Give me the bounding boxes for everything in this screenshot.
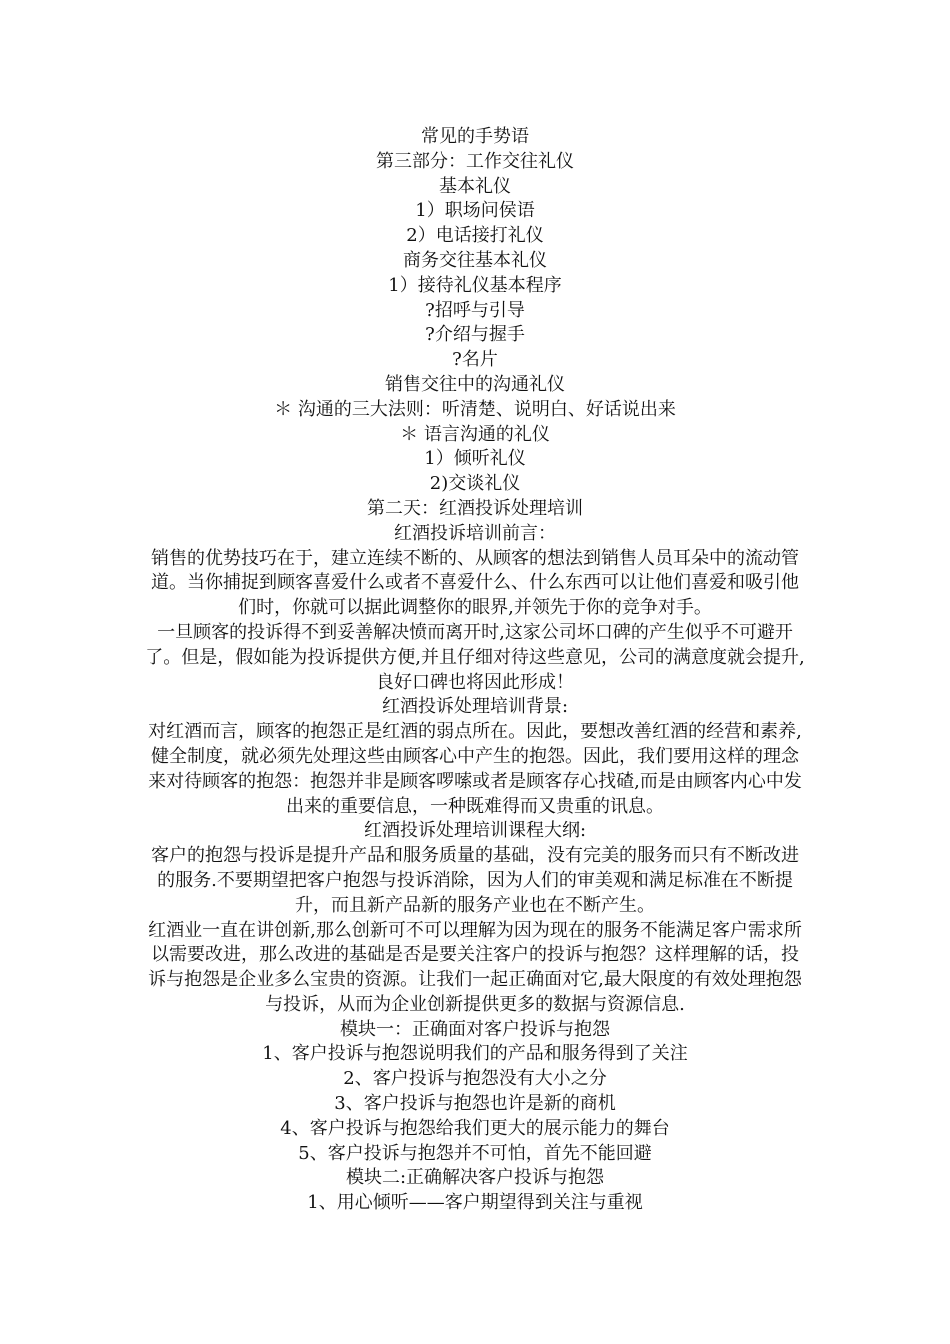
doc-line: ?介绍与握手 (425, 324, 525, 346)
section-heading: 第二天：红酒投诉处理培训 (367, 497, 583, 519)
doc-line: ＊ 语言沟通的礼仪 (400, 423, 550, 445)
list-item: 1、用心倾听——客户期望得到关注与重视 (307, 1192, 643, 1214)
paragraph-reputation: 一旦顾客的投诉得不到妥善解决愤而离开时,这家公司坏口碑的产生似乎不可避开了。但是，假如能为投诉提供方便,并且仔细对待这些意见，公司的满意度就会提升,良好口碑也将因此形成！ (145, 621, 805, 693)
doc-line: 2)交谈礼仪 (429, 473, 521, 495)
subheading-outline: 红酒投诉处理培训课程大纲: (363, 820, 587, 842)
paragraph-innovation: 红酒业一直在讲创新,那么创新可不可以理解为因为现在的服务不能满足客户需求所以需要改进，那么改进的基础是否是要关注客户的投诉与抱怨？这样理解的话，投诉与抱怨是企业多么宝贵的资源。让我们一起正确面对它,最大限度的有效处理抱怨与投诉，从而为企业创新提供更多的数据与资源信息. (148, 919, 802, 1015)
doc-line: 1）接待礼仪基本程序 (388, 274, 562, 296)
list-item: 5、客户投诉与抱怨并不可怕，首先不能回避 (298, 1142, 652, 1164)
doc-line: 商务交往基本礼仪 (403, 249, 547, 271)
doc-line: 2）电话接打礼仪 (406, 225, 544, 247)
doc-line: 基本礼仪 (439, 175, 511, 197)
module-heading: 模块一：正确面对客户投诉与抱怨 (340, 1018, 610, 1040)
doc-line: 销售交往中的沟通礼仪 (385, 373, 565, 395)
paragraph-outline: 客户的抱怨与投诉是提升产品和服务质量的基础，没有完美的服务而只有不断改进的服务.不要期望把客户抱怨与投诉消除，因为人们的审美观和满足标准在不断提升，而且新产品新的服务产业也在不断产生。 (151, 845, 799, 916)
doc-line: 红酒投诉培训前言： (394, 522, 556, 544)
doc-line: ?名片 (452, 349, 498, 371)
section-heading: 第三部分：工作交往礼仪 (376, 150, 574, 172)
paragraph-background: 对红酒而言，顾客的抱怨正是红酒的弱点所在。因此，要想改善红酒的经营和素养,健全制度，就必须先处理这些由顾客心中产生的抱怨。因此，我们要用这样的理念来对待顾客的抱怨：抱怨并非是顾客啰嗦或者是顾客存心找碴,而是由顾客内心中发出来的重要信息，一种既难得而又贵重的讯息。 (148, 721, 802, 817)
paragraph-intro: 销售的优势技巧在于，建立连续不断的、从顾客的想法到销售人员耳朵中的流动管道。当你捕捉到顾客喜爱什么或者不喜爱什么、什么东西可以让他们喜爱和吸引他们时，你就可以据此调整你的眼界,并领先于你的竞争对手。 (151, 547, 799, 619)
document-body (145, 125, 805, 1216)
doc-line: 常见的手势语 (421, 126, 529, 147)
doc-line: 1）倾听礼仪 (424, 448, 526, 470)
list-item: 2、客户投诉与抱怨没有大小之分 (343, 1068, 607, 1090)
doc-line: ?招呼与引导 (425, 299, 525, 321)
subheading-background: 红酒投诉处理培训背景: (381, 696, 569, 718)
doc-line: ＊ 沟通的三大法则：听清楚、说明白、好话说出来 (274, 398, 676, 420)
list-item: 4、客户投诉与抱怨给我们更大的展示能力的舞台 (280, 1117, 670, 1139)
module-heading: 模块二:正确解决客户投诉与抱怨 (345, 1167, 605, 1189)
doc-line: 1）职场问侯语 (415, 200, 535, 222)
list-item: 1、客户投诉与抱怨说明我们的产品和服务得到了关注 (262, 1043, 688, 1065)
list-item: 3、客户投诉与抱怨也许是新的商机 (334, 1093, 616, 1115)
